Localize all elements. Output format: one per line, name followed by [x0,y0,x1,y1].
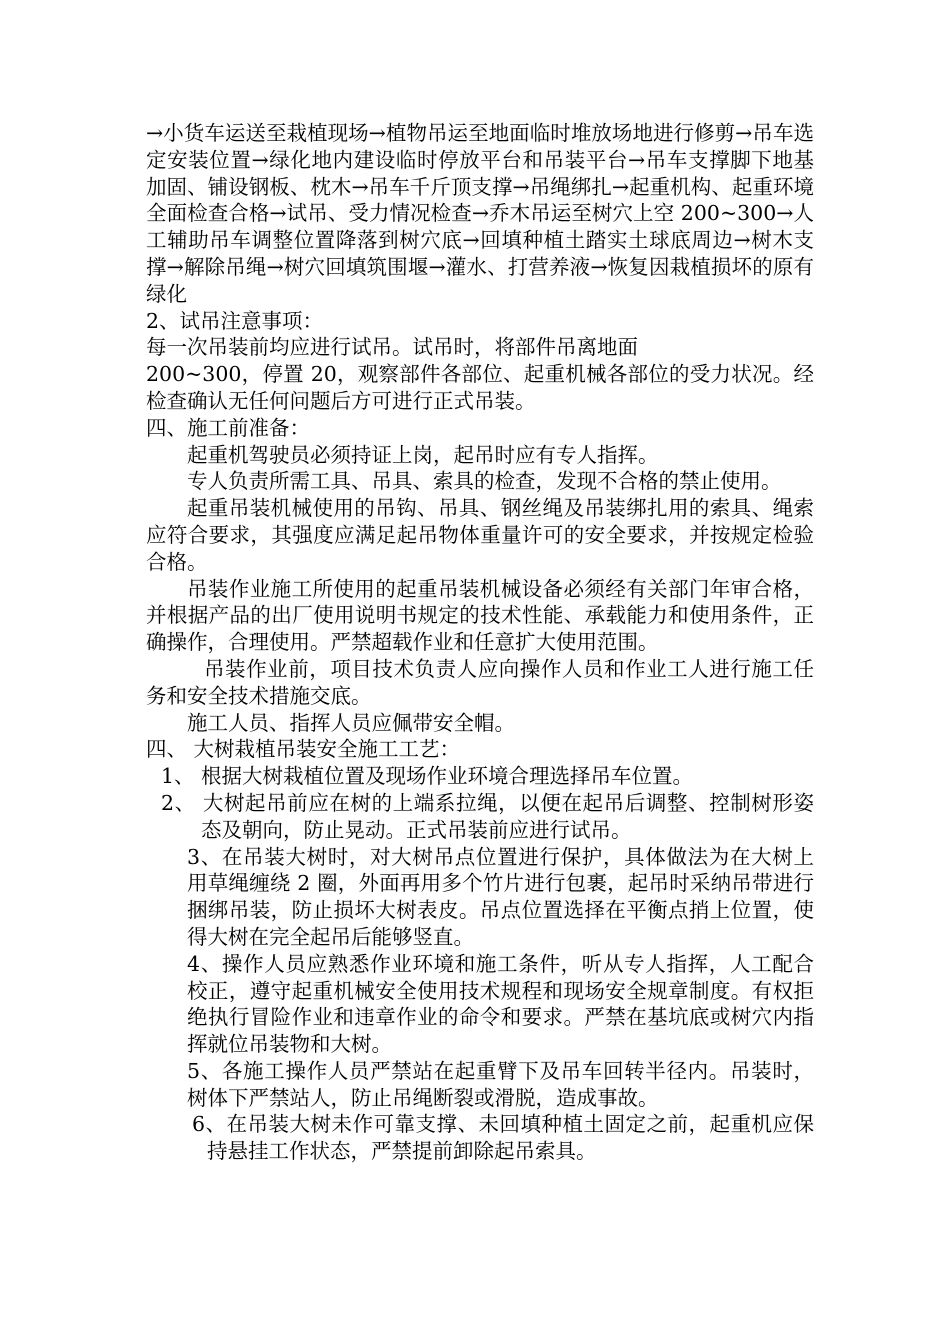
trial-lift-paragraph: 200~300，停置 20，观察部件各部位、起重机械各部位的受力状况。经检查确认无任何问题后方可进行正式吊装。 [146,362,814,413]
preparation-paragraph: 施工人员、指挥人员应佩带安全帽。 [187,710,515,735]
preparation-paragraph: 起重吊装机械使用的吊钩、吊具、钢丝绳及吊装绑扎用的索具、绳索应符合要求，其强度应满足起吊物体重量许可的安全要求，并按规定检验合格。 [146,496,814,574]
trial-lift-paragraph: 每一次吊装前均应进行试吊。试吊时，将部件吊离地面 [146,335,638,360]
preparation-heading: 四、施工前准备： [146,415,310,440]
trial-lift-heading: 2、试吊注意事项： [146,308,324,333]
safety-item: 2、 大树起吊前应在树的上端系拉绳，以便在起吊后调整、控制树形姿态及朝向，防止晃动。正式吊装前应进行试吊。 [161,790,814,842]
safety-item: 4、操作人员应熟悉作业环境和施工条件，听从专人指挥，人工配合校正，遵守起重机械安全使用技术规程和现场安全规章制度。有权拒绝执行冒险作业和违章作业的命令和要求。严禁在基坑底或树穴内指挥就位吊装物和大树。 [187,951,814,1057]
preparation-paragraph: 起重机驾驶员必须持证上岗，起吊时应有专人指挥。 [187,442,659,467]
safety-process-heading: 四、 大树栽植吊装安全施工工艺： [146,737,461,762]
safety-item: 6、在吊装大树未作可靠支撑、未回填种植土固定之前，起重机应保持悬挂工作状态，严禁提前卸除起吊索具。 [192,1112,814,1164]
preparation-paragraph: 吊装作业前，项目技术负责人应向操作人员和作业工人进行施工任务和安全技术措施交底。 [146,656,814,708]
safety-item: 1、 根据大树栽植位置及现场作业环境合理选择吊车位置。 [161,764,694,789]
preparation-paragraph: 专人负责所需工具、吊具、索具的检查，发现不合格的禁止使用。 [187,469,782,494]
process-flow-paragraph: →小货车运送至栽植现场→植物吊运至地面临时堆放场地进行修剪→吊车选定安装位置→绿化地内建设临时停放平台和吊装平台→吊车支撑脚下地基加固、铺设钢板、枕木→吊车千斤顶支撑→吊绳绑扎→起重机构、起重环境全面检查合格→试吊、受力情况检查→乔木吊运至树穴上空 200~300→人工辅助吊车调整位置降落到树穴底→回填种植土踏实土球底周边→树木支撑→解除吊绳→树穴回填筑围堰→灌水、打营养液→恢复因栽植损坏的原有绿化 [146,121,814,306]
safety-item: 5、各施工操作人员严禁站在起重臂下及吊车回转半径内。吊装时，树体下严禁站人，防止吊绳断裂或滑脱，造成事故。 [187,1058,814,1110]
document-body [146,120,814,1165]
preparation-paragraph: 吊装作业施工所使用的起重吊装机械设备必须经有关部门年审合格，并根据产品的出厂使用说明书规定的技术性能、承载能力和使用条件，正确操作，合理使用。严禁超载作业和任意扩大使用范围。 [146,576,814,655]
safety-item: 3、在吊装大树时，对大树吊点位置进行保护，具体做法为在大树上用草绳缠绕 2 圈，外面再用多个竹片进行包裹，起吊时采纳吊带进行捆绑吊装，防止损坏大树表皮。吊点位置选择在平衡点捎上位置，使得大树在完全起吊后能够竖直。 [187,844,814,949]
